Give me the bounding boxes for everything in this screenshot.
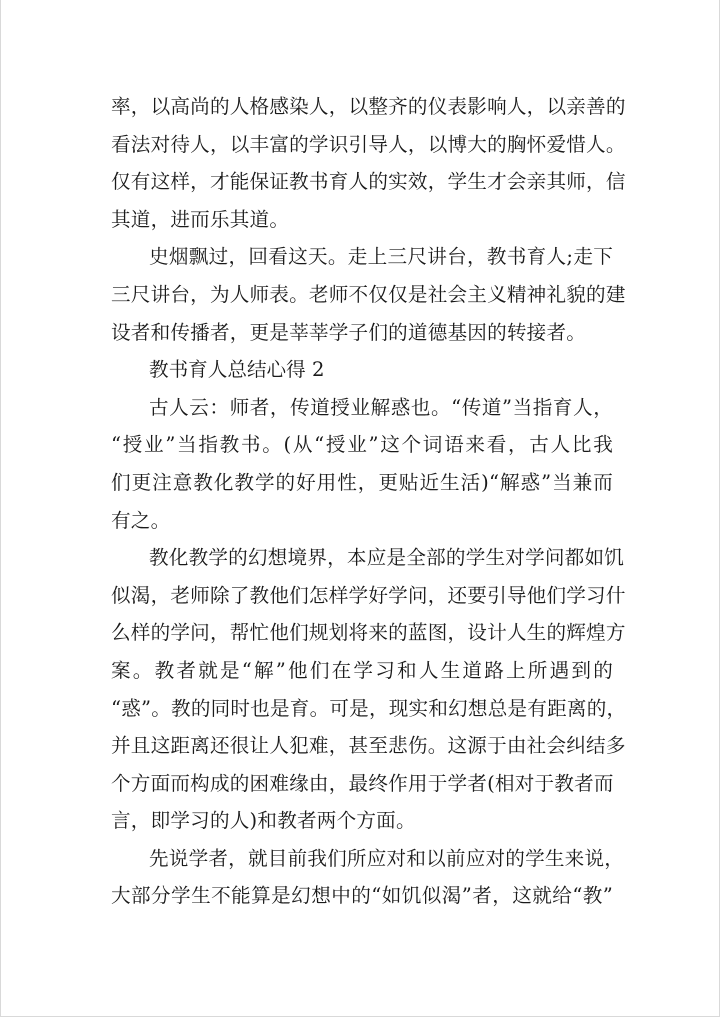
text-line: 们更注意教化教学的好用性，更贴近生活)“解惑”当兼而	[111, 470, 613, 494]
text-line: 有之。	[111, 508, 171, 532]
text-line: 个方面而构成的困难缘由，最终作用于学者(相对于教者而	[111, 771, 614, 795]
paragraph	[111, 539, 627, 840]
text-line: 率，以高尚的人格感染人，以整齐的仪表影响人，以亲善的	[111, 95, 626, 118]
paragraph	[111, 238, 626, 351]
text-line: 设者和传播者，更是莘莘学子们的道德基因的转接者。	[111, 320, 587, 344]
paragraph	[111, 88, 626, 238]
text-line: 看法对待人，以丰富的学识引导人，以博大的胸怀爱惜人。	[111, 132, 626, 156]
text-line: 教书育人总结心得 2	[149, 358, 325, 382]
text-line: “授业”当指教书。(从“授业”这个词语来看，古人比我	[111, 433, 613, 457]
text-line: “惑”。教的同时也是育。可是，现实和幻想总是有距离的，	[111, 696, 627, 720]
text-line: 似渴，老师除了教他们怎样学好学问，还要引导他们学习什	[111, 583, 626, 607]
text-line: 言，即学习的人)和教者两个方面。	[111, 809, 416, 833]
text-line: 三尺讲台，为人师表。老师不仅仅是社会主义精神礼貌的建	[111, 282, 626, 306]
text-line: 并且这距离还很让人犯难，甚至悲伤。这源于由社会纠结多	[111, 734, 626, 758]
text-line: 大部分学生不能算是幻想中的“如饥似渴”者，这就给“教”	[111, 884, 613, 908]
paragraph	[111, 389, 613, 539]
text-line: 教化教学的幻想境界，本应是全部的学生对学问都如饥	[149, 546, 625, 570]
document-body	[111, 88, 627, 915]
paragraph	[111, 840, 625, 915]
text-line: 案。教者就是“解”他们在学习和人生道路上所遇到的	[111, 658, 613, 682]
text-line: 史烟飘过，回看这天。走上三尺讲台，教书育人;走下	[149, 245, 613, 269]
section-heading	[111, 351, 613, 389]
text-line: 先说学者，就目前我们所应对和以前应对的学生来说，	[149, 846, 625, 870]
text-line: 古人云：师者，传道授业解惑也。“传道”当指育人，	[149, 395, 613, 419]
text-line: 仅有这样，才能保证教书育人的实效，学生才会亲其师，信	[111, 170, 626, 194]
text-line: 其道，进而乐其道。	[111, 207, 290, 231]
text-line: 么样的学问，帮忙他们规划将来的蓝图，设计人生的辉煌方	[111, 621, 626, 645]
